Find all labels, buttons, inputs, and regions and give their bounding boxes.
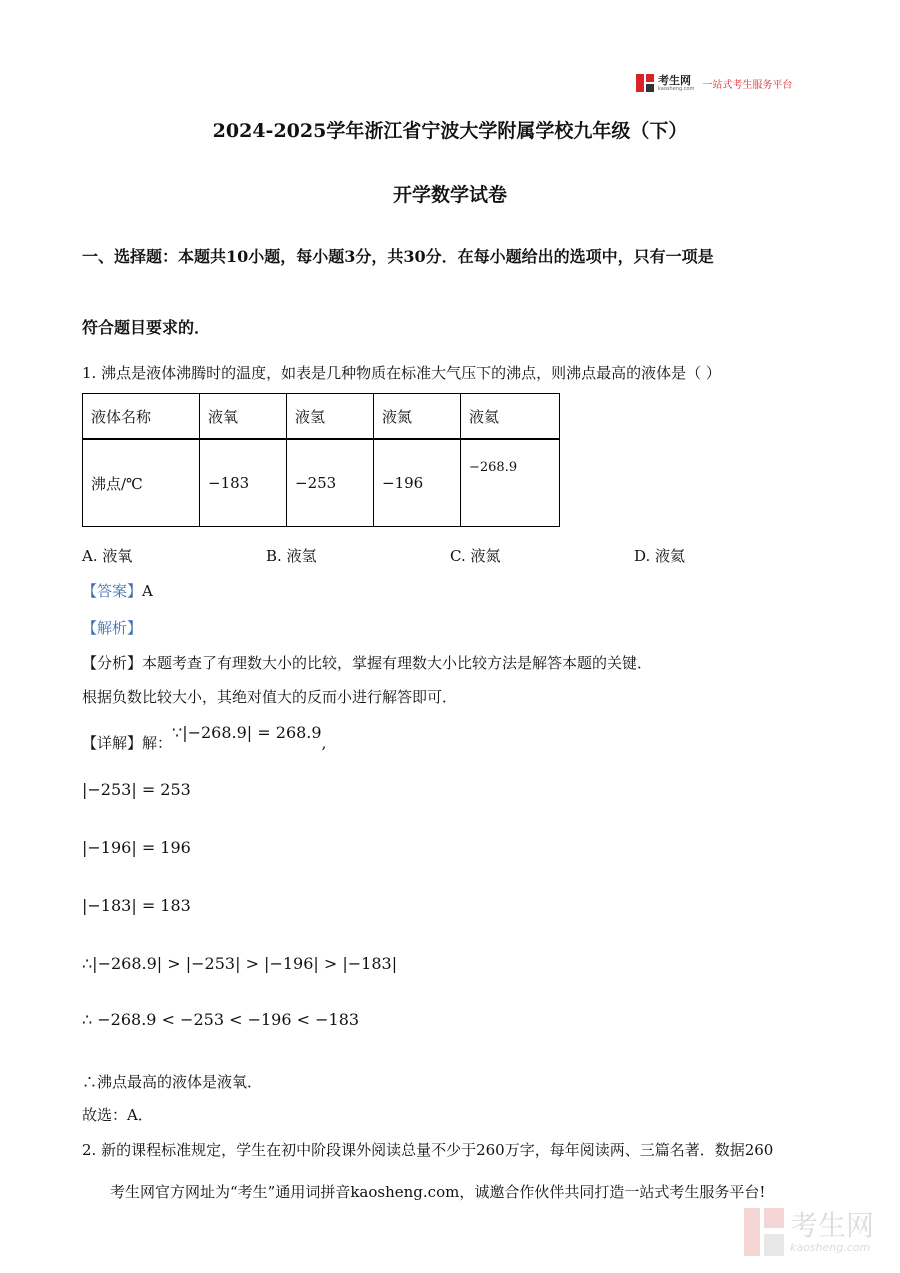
math-step: ∴|−268.9| > |−253| > |−196| > |−183| xyxy=(82,954,398,973)
table-header-cell: 液体名称 xyxy=(83,394,200,440)
comma: , xyxy=(321,734,327,752)
section-heading-cont: 符合题目要求的． xyxy=(82,318,211,337)
table-row-label: 沸点/℃ xyxy=(83,439,200,527)
table-header-cell: 液氮 xyxy=(374,394,461,440)
table-cell: −196 xyxy=(374,439,461,527)
math-step: |−253| = 253 xyxy=(82,780,191,799)
kaosheng-logo-icon xyxy=(636,74,654,92)
watermark-domain: kaosheng.com xyxy=(789,1240,871,1254)
table-header-cell: 液氧 xyxy=(200,394,287,440)
logo-name: 考生网 xyxy=(658,73,691,87)
watermark-text xyxy=(789,1208,874,1254)
math-step: |−183| = 183 xyxy=(82,896,191,915)
footer-note: 考生网官方网址为“考生”通用词拼音kaosheng.com，诚邀合作伙伴共同打造一站式考生服务平台! xyxy=(110,1183,766,1201)
table-cell: −253 xyxy=(287,439,374,527)
option-b xyxy=(266,545,317,566)
answer-value: A xyxy=(142,582,153,600)
table-header-row xyxy=(83,394,560,440)
option-d xyxy=(634,545,685,566)
watermark xyxy=(744,1208,874,1256)
logo-domain: kaosheng.com xyxy=(658,85,695,92)
option-letter: A. xyxy=(82,547,98,565)
doc-title: 2024-2025学年浙江省宁波大学附属学校九年级（下） xyxy=(212,120,688,142)
detail-first: ∵|−268.9| = 268.9 xyxy=(172,723,322,742)
table-header-cell: 液氢 xyxy=(287,394,374,440)
choice: 故选：A． xyxy=(82,1106,153,1124)
table-header-cell: 液氦 xyxy=(461,394,560,440)
section-heading: 一、选择题：本题共10小题，每小题3分，共30分．在每小题给出的选项中，只有一项是 xyxy=(82,247,714,266)
math-step: ∴ −268.9 < −253 < −196 < −183 xyxy=(82,1010,360,1029)
option-c xyxy=(450,545,501,566)
watermark-name: 考生网 xyxy=(789,1208,874,1242)
table-cell: −268.9 xyxy=(461,439,560,527)
option-a xyxy=(82,545,132,566)
detail-line xyxy=(82,723,327,753)
option-letter: B. xyxy=(266,547,282,565)
option-letter: D. xyxy=(634,547,651,565)
question-2-stem: 2. 新的课程标准规定，学生在初中阶段课外阅读总量不少于260万字，每年阅读两、三篇名著．数据260 xyxy=(82,1141,774,1159)
option-text: 液氦 xyxy=(655,547,686,565)
analysis-body: 根据负数比较大小，其绝对值大的反而小进行解答即可． xyxy=(82,688,458,706)
table-row xyxy=(83,439,560,527)
header-logo xyxy=(636,74,792,92)
option-text: 液氧 xyxy=(102,547,133,565)
table-cell: −183 xyxy=(200,439,287,527)
logo-text xyxy=(658,75,694,92)
option-text: 液氢 xyxy=(286,547,317,565)
boiling-point-table xyxy=(82,393,560,527)
option-text: 液氮 xyxy=(470,547,501,565)
answer-tag: 【答案】 xyxy=(82,582,143,600)
answer-line xyxy=(82,580,153,601)
analysis-tag: 【解析】 xyxy=(82,619,143,637)
detail-label: 【详解】解： xyxy=(82,734,173,752)
math-step: |−196| = 196 xyxy=(82,838,191,857)
conclusion: ∴沸点最高的液体是液氧． xyxy=(82,1073,263,1091)
question-1-stem: 1. 沸点是液体沸腾时的温度，如表是几种物质在标准大气压下的沸点，则沸点最高的液体是（ ） xyxy=(82,364,721,382)
watermark-logo-icon xyxy=(744,1208,784,1256)
option-letter: C. xyxy=(450,547,466,565)
logo-slogan: 一站式考生服务平台 xyxy=(702,79,793,91)
analysis-head: 【分析】本题考查了有理数大小的比较，掌握有理数大小比较方法是解答本题的关键． xyxy=(82,654,653,672)
doc-subtitle: 开学数学试卷 xyxy=(392,184,507,206)
